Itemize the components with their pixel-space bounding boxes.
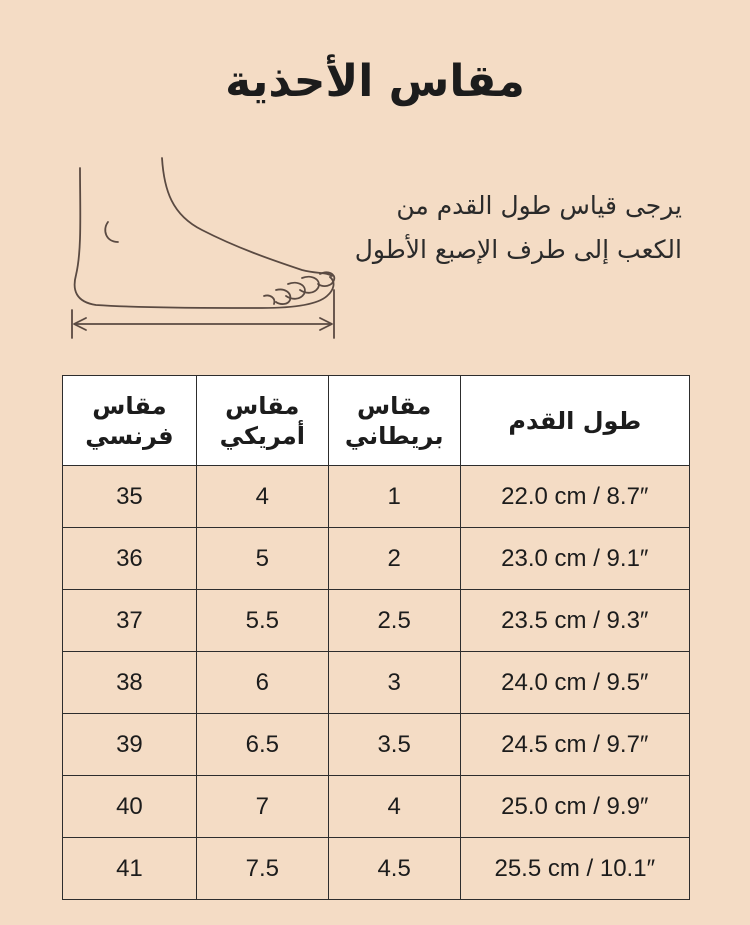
cell-us-size: 6.5 [196,714,328,776]
cell-fr-size: 40 [63,776,197,838]
cell-uk-size: 3 [328,652,460,714]
measure-instruction: يرجى قياس طول القدم من الكعب إلى طرف الإصبع الأطول [354,191,682,264]
cell-us-size: 5 [196,528,328,590]
size-chart-table [62,375,690,900]
header-fr-size: مقاس فرنسي [63,376,197,466]
page-title: مقاس الأحذية [225,56,525,107]
cell-fr-size: 39 [63,714,197,776]
cell-us-size: 6 [196,652,328,714]
cell-fr-size: 38 [63,652,197,714]
cell-uk-size: 4.5 [328,838,460,900]
header-us-size: مقاس أمريكي [196,376,328,466]
cell-uk-size: 4 [328,776,460,838]
cell-uk-size: 1 [328,466,460,528]
header-uk-size: مقاس بريطاني [328,376,460,466]
cell-foot-length: 24.0 cm / 9.5″ [460,652,689,714]
cell-uk-size: 2 [328,528,460,590]
cell-us-size: 5.5 [196,590,328,652]
cell-foot-length: 25.5 cm / 10.1″ [460,838,689,900]
cell-fr-size: 41 [63,838,197,900]
foot-ankle-mark [105,222,118,242]
table-row [63,776,690,838]
foot-instep-outline [162,158,332,276]
table-row [63,466,690,528]
table-row [63,528,690,590]
foot-toe-5 [264,295,274,304]
cell-fr-size: 35 [63,466,197,528]
table-row [63,838,690,900]
cell-uk-size: 2.5 [328,590,460,652]
cell-us-size: 4 [196,466,328,528]
cell-foot-length: 22.0 cm / 8.7″ [460,466,689,528]
cell-foot-length: 23.0 cm / 9.1″ [460,528,689,590]
cell-uk-size: 3.5 [328,714,460,776]
cell-foot-length: 24.5 cm / 9.7″ [460,714,689,776]
cell-us-size: 7 [196,776,328,838]
table-row [63,590,690,652]
table-row [63,714,690,776]
foot-measure-illustration [62,150,352,350]
header-foot-length: طول القدم [460,376,689,466]
table-header-row [63,376,690,466]
cell-foot-length: 23.5 cm / 9.3″ [460,590,689,652]
cell-us-size: 7.5 [196,838,328,900]
table-row [63,652,690,714]
cell-fr-size: 37 [63,590,197,652]
cell-foot-length: 25.0 cm / 9.9″ [460,776,689,838]
cell-fr-size: 36 [63,528,197,590]
foot-heel-outline [75,168,334,308]
